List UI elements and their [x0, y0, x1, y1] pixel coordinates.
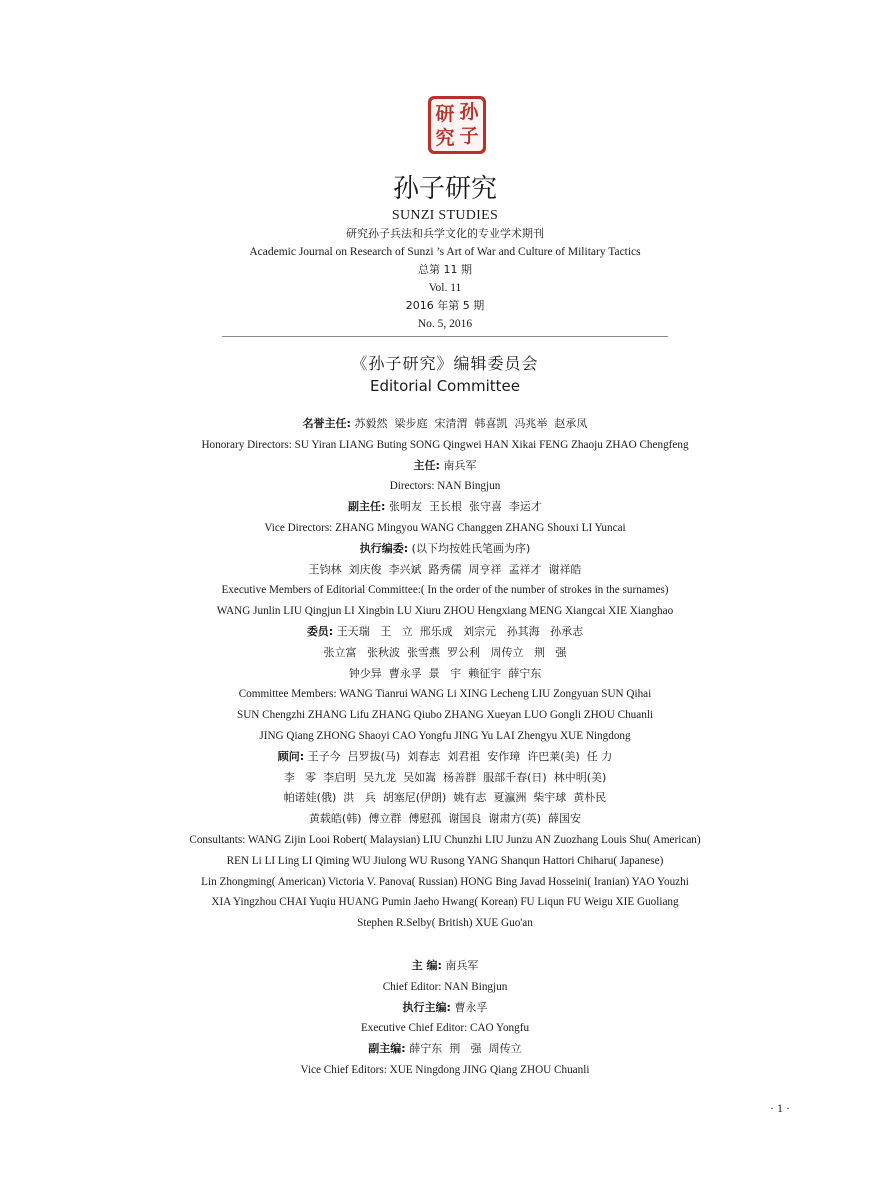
member-names: Committee Members: WANG Tianrui WANG Li XING Lecheng LIU Zongyuan SUN Qihai: [238, 688, 652, 701]
committee-heading: [0, 352, 890, 396]
committee-line: [0, 456, 890, 477]
role-label: 名誉主任:: [302, 417, 351, 430]
role-label: 委员:: [306, 624, 334, 638]
committee-line: [0, 580, 890, 601]
member-names: Consultants: WANG Zijin Looi Robert( Malaysian) LIU Chunzhi LIU Junzu AN Zuozhang Louis Shu( American): [189, 833, 701, 846]
committee-line: [0, 1018, 890, 1039]
member-names: Vice Chief Editors: XUE Ningdong JING Qiang ZHOU Chuanli: [300, 1063, 590, 1076]
seal-char: 孙: [459, 101, 479, 123]
committee-line: [0, 705, 890, 726]
committee-line: [0, 601, 890, 622]
member-names: Chief Editor: NAN Bingjun: [382, 980, 508, 993]
seal-char: 子: [459, 125, 479, 147]
committee-line: [0, 892, 890, 913]
member-names: 薛宁东 荆 强 周传立: [409, 1042, 522, 1056]
committee-line: [0, 518, 890, 539]
role-label: 执行编委:: [359, 541, 409, 555]
committee-line: [0, 643, 890, 664]
member-names: 南兵军: [445, 958, 479, 972]
committee-line: [0, 684, 890, 705]
committee-line: [0, 497, 890, 518]
member-names: REN Li LI Ling LI Qiming WU Jiulong WU Rusong YANG Shanqun Hattori Chiharu( Japanese): [226, 854, 664, 867]
committee-line: [0, 998, 890, 1019]
role-label: 顾问:: [277, 749, 305, 763]
committee-line: [0, 560, 890, 581]
section-spacer: [0, 934, 890, 956]
member-names: 王天瑞 王 立 邢乐成 刘宗元 孙其海 孙承志: [336, 624, 584, 638]
member-names: Executive Chief Editor: CAO Yongfu: [360, 1022, 530, 1035]
committee-line: [0, 851, 890, 872]
committee-line: [0, 435, 890, 456]
role-label: 主任:: [413, 458, 440, 472]
member-names: 李 零 李启明 吴九龙 吴如嵩 杨善群 服部千春(日) 林中明(美): [283, 770, 607, 784]
journal-header: [0, 172, 890, 333]
role-label: 主 编:: [411, 958, 442, 972]
seal-char: 究: [435, 127, 455, 149]
committee-line: [0, 809, 890, 830]
member-names: Lin Zhongming( American) Victoria V. Panova( Russian) HONG Bing Javad Hosseini( Iranian) YAO Youzhi: [201, 875, 689, 888]
issue-cn: 2016 年第 5 期: [405, 299, 485, 312]
committee-line: [0, 622, 890, 643]
member-names: Vice Directors: ZHANG Mingyou WANG Changgen ZHANG Shouxi LI Yuncai: [264, 521, 626, 534]
committee-title-cn: 《孙子研究》编辑委员会: [351, 354, 539, 373]
member-names: Stephen R.Selby( British) XUE Guo'an: [357, 917, 533, 930]
committee-line: [0, 872, 890, 893]
committee-line: [0, 414, 890, 435]
committee-line: [0, 747, 890, 768]
member-names: Honorary Directors: SU Yiran LIANG Buting SONG Qingwei HAN Xikai FENG Zhaoju ZHAO Chengfeng: [201, 438, 689, 451]
role-label: 执行主编:: [402, 1000, 451, 1014]
member-names: 王子今 吕罗拔(马) 刘春志 刘君祖 安作璋 许巴莱(美) 任 力: [307, 749, 613, 763]
member-names: 钟少异 曹永孚 景 宇 赖征宇 薛宁东: [348, 666, 542, 680]
committee-line: [0, 476, 890, 497]
member-names: 帕诺娃(俄) 洪 兵 胡塞尼(伊朗) 姚有志 夏瀛洲 柴宇球 黄朴民: [283, 791, 607, 805]
journal-seal-logo: [428, 96, 486, 154]
member-names: 张明友 王长根 张守喜 李运才: [388, 500, 542, 514]
member-names: 张立富 张秋波 张雪燕 罗公利 周传立 荆 强: [323, 645, 567, 659]
journal-title-cn: 孙子研究: [392, 174, 497, 204]
role-label: 副主编:: [368, 1042, 406, 1056]
committee-line: [0, 726, 890, 747]
volume-en: Vol. 11: [428, 282, 462, 294]
committee-line: [0, 788, 890, 809]
role-label: 副主任:: [348, 500, 386, 514]
volume-cn: 总第 11 期: [418, 263, 472, 276]
committee-title-en: Editorial Committee: [370, 377, 520, 395]
journal-title-en: SUNZI STUDIES: [391, 208, 499, 223]
committee-line: [0, 1060, 890, 1081]
journal-subtitle-cn: 研究孙子兵法和兵学文化的专业学术期刊: [346, 227, 544, 240]
committee-line: [0, 830, 890, 851]
committee-line: [0, 539, 890, 560]
committee-line: [0, 768, 890, 789]
member-names: 黄载皓(韩) 傅立群 傅慰孤 谢国良 谢肃方(英) 薛国安: [308, 812, 582, 826]
journal-subtitle-en: Academic Journal on Research of Sunzi ’s Art of War and Culture of Military Tactics: [249, 246, 641, 258]
committee-line: [0, 956, 890, 977]
header-divider: [222, 336, 668, 337]
committee-list: [0, 414, 890, 1081]
member-names: JING Qiang ZHONG Shaoyi CAO Yongfu JING Yu LAI Zhengyu XUE Ningdong: [259, 729, 631, 742]
member-names: XIA Yingzhou CHAI Yuqiu HUANG Pumin Jaeho Hwang( Korean) FU Liqun FU Weigu XIE Guoliang: [211, 896, 679, 909]
member-names: 王钧林 刘庆俊 李兴斌 路秀儒 周亨祥 孟祥才 谢祥皓: [308, 562, 582, 576]
seal-inner: [431, 99, 483, 151]
member-names: 曹永孚: [454, 1000, 488, 1014]
committee-line: [0, 913, 890, 934]
committee-line: [0, 664, 890, 685]
committee-line: [0, 977, 890, 998]
member-names: 苏毅然 梁步庭 宋清渭 韩喜凯 冯兆举 赵承凤: [354, 417, 588, 430]
issue-en: No. 5, 2016: [417, 318, 473, 330]
member-names: WANG Junlin LIU Qingjun LI Xingbin LU Xiuru ZHOU Hengxiang MENG Xiangcai XIE Xianghao: [216, 605, 674, 618]
member-names: Executive Members of Editorial Committee:( In the order of the number of strokes in the surnames): [221, 584, 669, 597]
member-names: (以下均按姓氏笔画为序): [411, 541, 531, 555]
committee-line: [0, 1039, 890, 1060]
seal-char: 研: [435, 103, 455, 125]
member-names: SUN Chengzhi ZHANG Lifu ZHANG Qiubo ZHANG Xueyan LUO Gongli ZHOU Chuanli: [236, 709, 654, 722]
member-names: Directors: NAN Bingjun: [389, 480, 501, 493]
member-names: 南兵军: [443, 458, 477, 472]
page-number: · 1 ·: [770, 1101, 790, 1115]
